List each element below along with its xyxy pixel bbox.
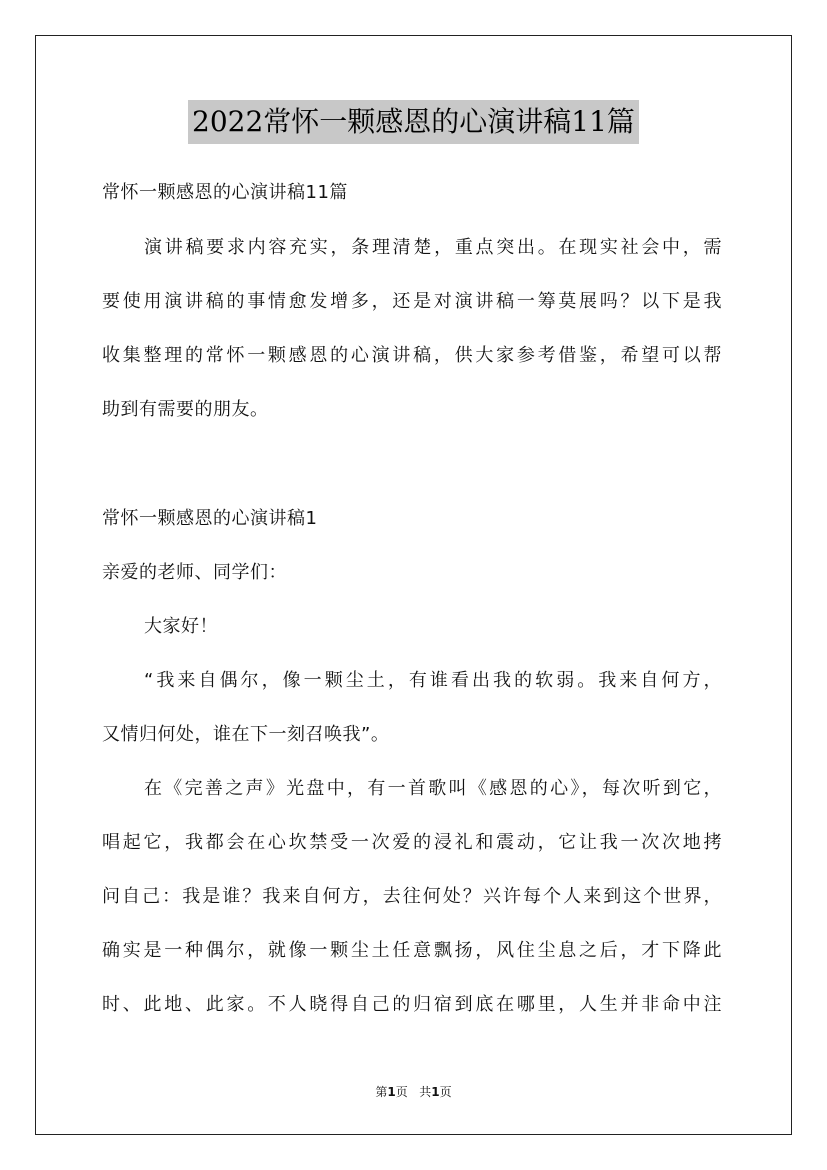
body-line: 确实是一种偶尔，就像一颗尘土任意飘扬，风住尘息之后，才下降此	[102, 940, 722, 961]
document-title: 2022常怀一颗感恩的心演讲稿11篇	[188, 100, 639, 144]
quote-line: 又情归何处，谁在下一刻召唤我”。	[102, 724, 390, 745]
intro-line: 演讲稿要求内容充实，条理清楚，重点突出。在现实社会中，需	[144, 237, 722, 258]
total-page-number: 1	[431, 1085, 440, 1099]
intro-line: 助到有需要的朋友。	[102, 399, 269, 420]
title-container	[0, 100, 827, 144]
body-line: 唱起它，我都会在心坎禁受一次爱的浸礼和震动，它让我一次次地拷	[102, 832, 722, 853]
subtitle: 常怀一颗感恩的心演讲稿11篇	[102, 182, 348, 203]
page-footer	[0, 1083, 827, 1100]
body-line: 时、此地、此家。不人晓得自己的归宿到底在哪里，人生并非命中注	[102, 994, 722, 1015]
intro-line: 收集整理的常怀一颗感恩的心演讲稿，供大家参考借鉴，希望可以帮	[102, 345, 722, 366]
footer-middle: 页 共	[395, 1085, 432, 1099]
quote-line: “我来自偶尔，像一颗尘土，有谁看出我的软弱。我来自何方，	[144, 670, 722, 691]
body-line: 问自己：我是谁？我来自何方，去往何处？兴许每个人来到这个世界，	[102, 886, 722, 907]
current-page-number: 1	[387, 1085, 396, 1099]
section-heading: 常怀一颗感恩的心演讲稿1	[102, 508, 318, 529]
body-line: 在《完善之声》光盘中，有一首歌叫《感恩的心》，每次听到它，	[144, 778, 722, 799]
footer-prefix: 第	[375, 1085, 388, 1099]
intro-line: 要使用演讲稿的事情愈发增多，还是对演讲稿一筹莫展吗？以下是我	[102, 291, 722, 312]
footer-suffix: 页	[439, 1085, 452, 1099]
salutation: 亲爱的老师、同学们：	[102, 562, 287, 583]
greeting: 大家好！	[144, 616, 218, 637]
